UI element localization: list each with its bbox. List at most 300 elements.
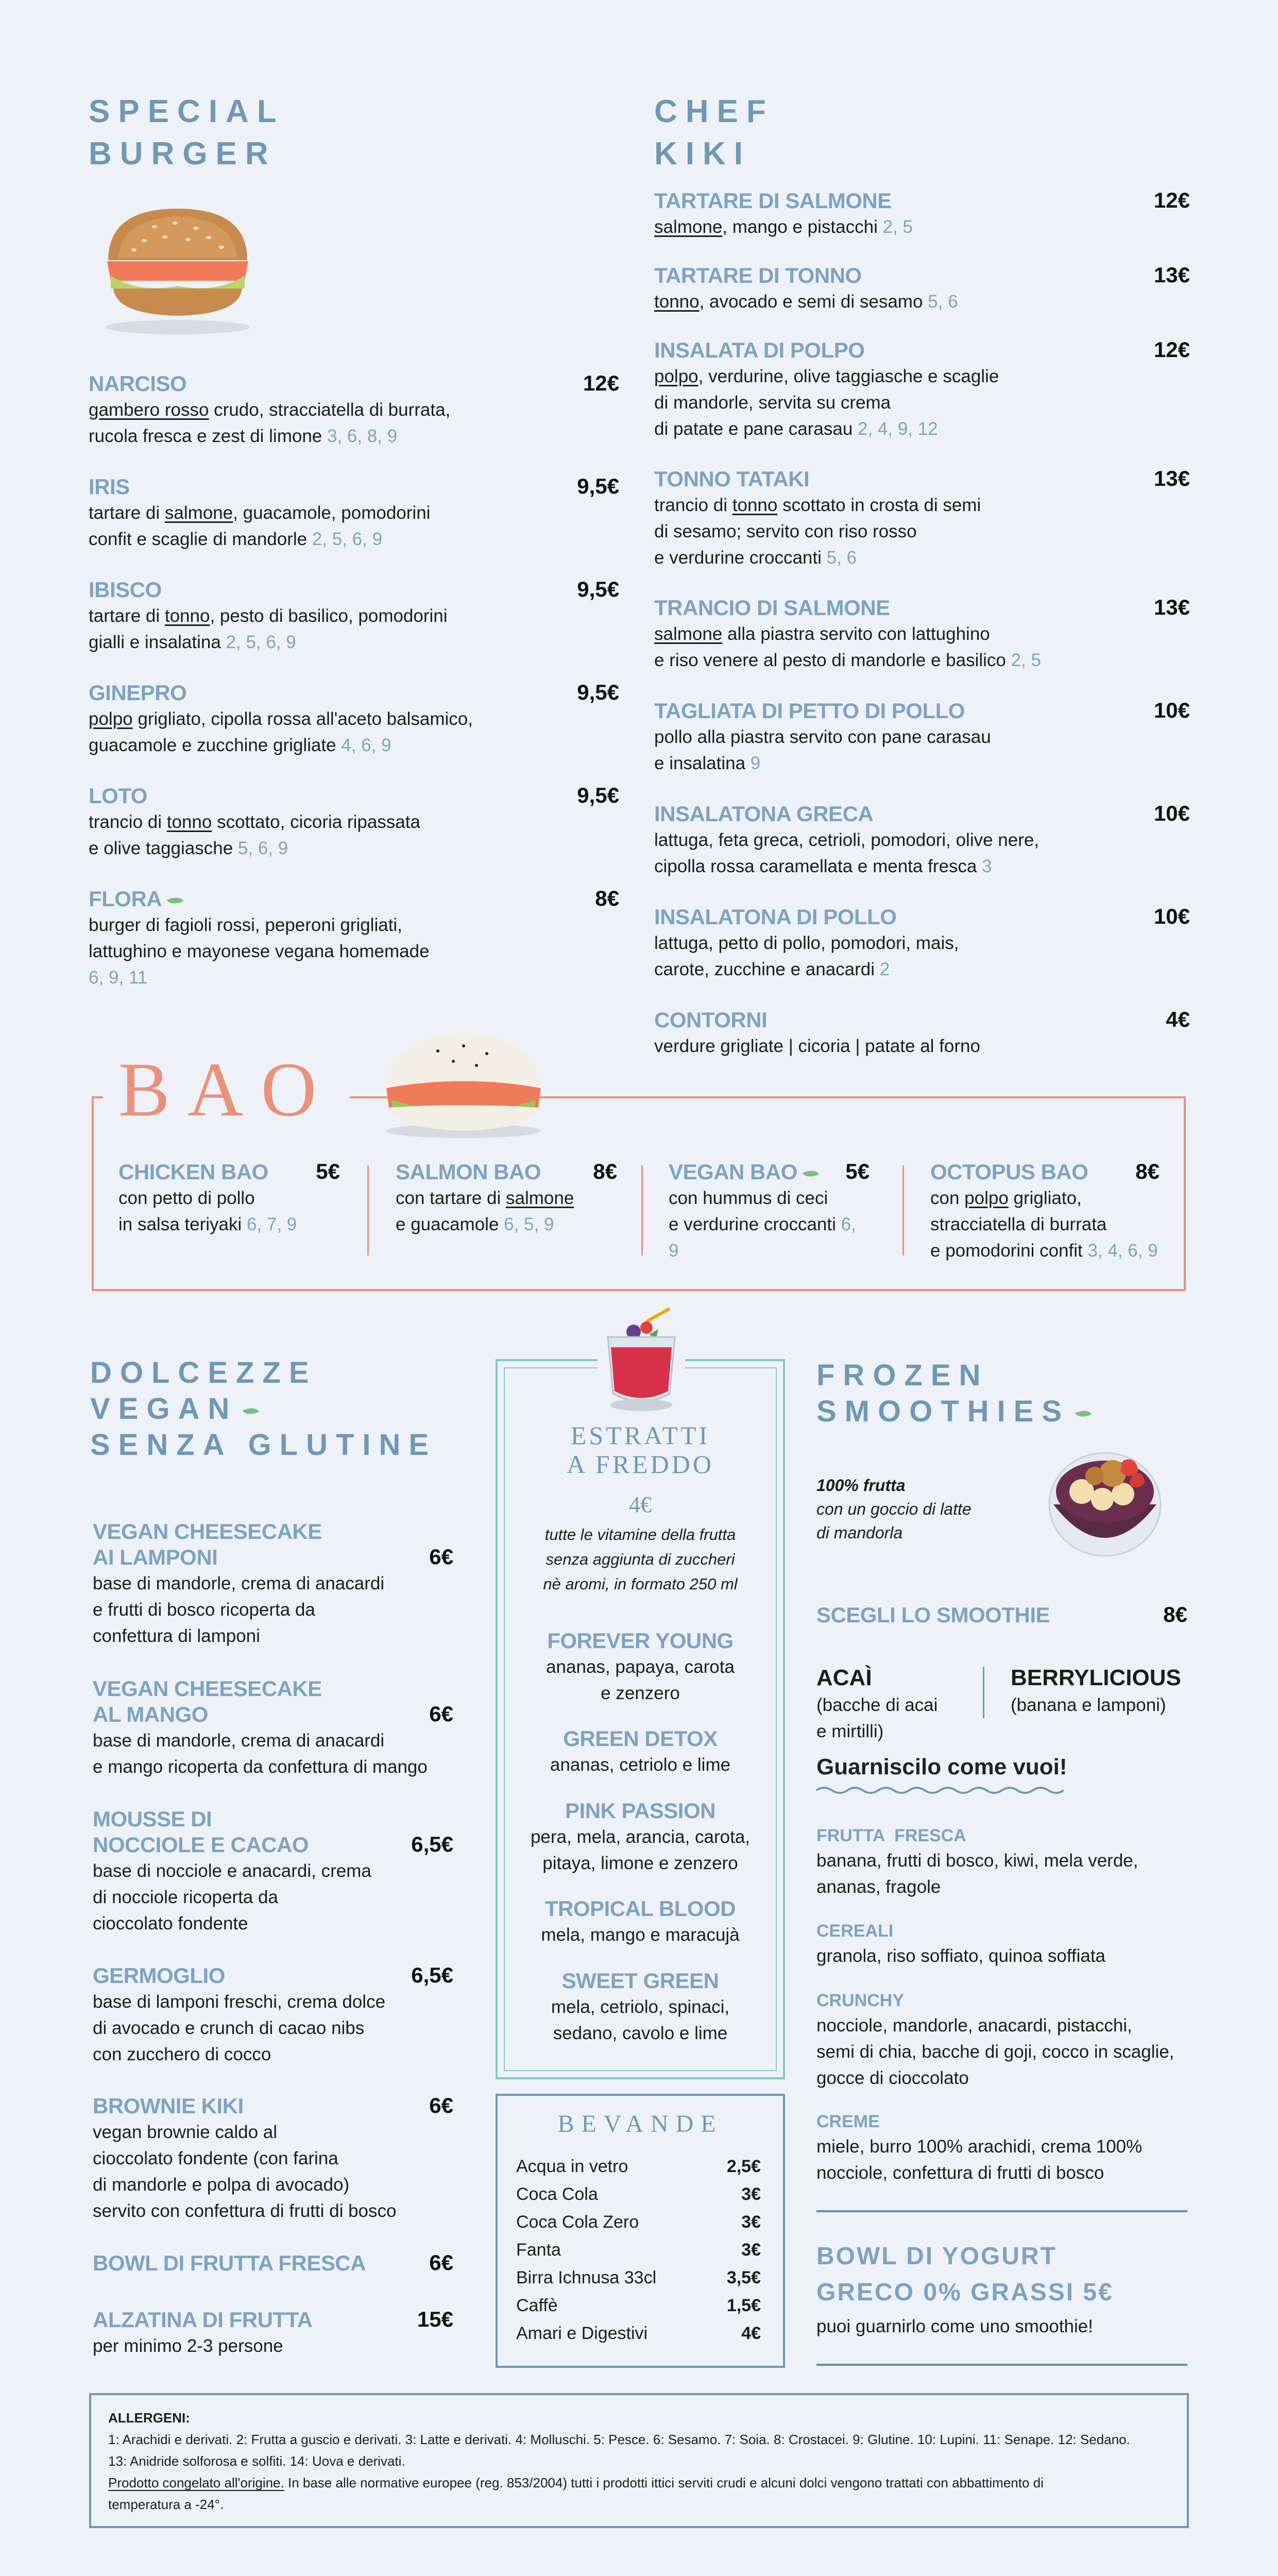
item-name: SALMON BAO xyxy=(396,1160,541,1184)
title-line: CHEF xyxy=(654,94,774,129)
menu-item xyxy=(89,886,619,991)
item-desc xyxy=(654,853,1190,879)
item-desc: mela, mango e maracujà xyxy=(541,1925,740,1945)
desc-text: alla piastra servito con lattughino xyxy=(722,624,990,644)
item-desc: con zucchero di cocco xyxy=(93,2044,271,2064)
drink-name: Amari e Digestivi xyxy=(516,2324,648,2343)
menu-item xyxy=(89,680,619,758)
drink-row xyxy=(516,2180,761,2208)
drink-name: Birra Ichnusa 33cl xyxy=(516,2268,657,2287)
note-line: tutte le vitamine della frutta xyxy=(544,1526,736,1544)
topping-desc: nocciole, confettura di frutti di bosco xyxy=(816,2163,1104,2183)
item-name: INSALATONA DI POLLO xyxy=(654,905,897,929)
desc-text: scottato, cicoria ripassata xyxy=(212,812,420,832)
desc-text: grigliato, xyxy=(1008,1188,1082,1208)
smoothie-price: 8€ xyxy=(1163,1602,1187,1626)
item-price: 12€ xyxy=(583,371,619,395)
divider xyxy=(902,1165,904,1256)
estratti-price: 4€ xyxy=(629,1492,652,1517)
drink-row xyxy=(516,2292,761,2319)
option-desc: (bacche di acai xyxy=(816,1695,938,1715)
item-name: ALZATINA DI FRUTTA xyxy=(93,2308,313,2332)
item-desc xyxy=(89,809,619,835)
item-desc: base di mandorle, crema di anacardi xyxy=(93,1731,385,1751)
item-price: 9,5€ xyxy=(577,680,619,704)
desc-text: di patate e pane carasau xyxy=(654,419,858,439)
desc-text: , avocado e semi di sesamo xyxy=(699,292,928,312)
item-price: 13€ xyxy=(1153,595,1190,619)
menu-item xyxy=(93,1963,453,2067)
item-desc: di mandorle, servita su crema xyxy=(654,393,891,413)
title-line: BOWL DI YOGURT xyxy=(816,2243,1057,2270)
title-line xyxy=(816,1394,1090,1430)
menu-item xyxy=(93,1676,453,1780)
item-desc: burger di fagioli rossi, peperoni grigliati, xyxy=(89,915,402,935)
allergen-codes: 2 xyxy=(879,959,890,979)
item-name: CONTORNI xyxy=(654,1008,768,1032)
item-price: 10€ xyxy=(1153,904,1190,928)
drink-price: 3,5€ xyxy=(726,2268,761,2287)
divider xyxy=(816,2210,1187,2212)
juice-item xyxy=(504,1968,777,2046)
item-name: LOTO xyxy=(89,784,147,808)
desc-text: tartare di xyxy=(89,503,165,523)
item-desc: ananas, cetriolo e lime xyxy=(550,1755,731,1775)
underlined-ingredient: tonno xyxy=(164,606,210,626)
item-price: 6€ xyxy=(429,1702,453,1726)
item-desc xyxy=(669,1211,870,1264)
allergen-codes: 4, 6, 9 xyxy=(341,735,391,755)
item-name: SWEET GREEN xyxy=(561,1969,719,1993)
item-desc: e frutti di bosco ricoperta da xyxy=(93,1600,315,1620)
menu-item xyxy=(89,577,619,655)
allergen-codes: 6, 7, 9 xyxy=(246,1214,297,1234)
drink-row xyxy=(516,2153,761,2180)
item-name: OCTOPUS BAO xyxy=(930,1160,1088,1184)
menu-item xyxy=(89,474,619,552)
item-desc: base di mandorle, crema di anacardi xyxy=(93,1573,385,1594)
item-name: TONNO TATAKI xyxy=(654,467,810,491)
item-desc: lattughino e mayonese vegana homemade xyxy=(89,941,430,961)
item-desc: con petto di pollo xyxy=(118,1188,255,1208)
title-line: SENZA GLUTINE xyxy=(90,1428,437,1462)
allergeni-line-text: In base alle normative europee (reg. 853/2004) tutti i prodotti ittici serviti crudi e alcuni dolci vengono trattati con abbattimento di xyxy=(284,2475,1044,2490)
drink-row xyxy=(516,2236,761,2264)
item-desc: per minimo 2-3 persone xyxy=(93,2336,283,2356)
drink-name: Fanta xyxy=(516,2240,561,2260)
item-price: 9,5€ xyxy=(577,577,619,601)
item-desc: stracciatella di burrata xyxy=(930,1214,1107,1234)
item-price: 15€ xyxy=(417,2307,453,2331)
menu-item xyxy=(654,188,1190,240)
title-line: ESTRATTI xyxy=(570,1421,710,1450)
note-line: nè aromi, in formato 250 ml xyxy=(543,1575,738,1593)
item-price: 6€ xyxy=(429,2093,453,2117)
divider xyxy=(816,2364,1187,2366)
yogurt-bowl-desc: puoi guarnirlo come uno smoothie! xyxy=(816,2316,1093,2336)
item-desc xyxy=(654,956,1190,982)
item-price: 6,5€ xyxy=(411,1963,453,1987)
drink-price: 4€ xyxy=(741,2324,761,2343)
item-name: IRIS xyxy=(89,474,130,499)
vegan-leaf-icon xyxy=(1075,1407,1092,1420)
item-desc xyxy=(89,603,619,629)
topping-desc: banana, frutti di bosco, kiwi, mela verde, xyxy=(816,1851,1138,1871)
item-desc: vegan brownie caldo al xyxy=(93,2122,278,2142)
underlined-ingredient: polpo xyxy=(89,709,133,729)
item-price: 8€ xyxy=(1135,1159,1160,1183)
estratti-note xyxy=(504,1522,777,1597)
item-name: TARTARE DI TONNO xyxy=(654,263,862,287)
item-desc xyxy=(89,500,619,526)
chef-kiki-title xyxy=(654,91,774,175)
bao-item xyxy=(930,1159,1160,1264)
underlined-ingredient: gambero rosso xyxy=(89,400,209,420)
item-desc: di nocciole ricoperta da xyxy=(93,1887,278,1907)
topping-desc: granola, riso soffiato, quinoa soffiata xyxy=(816,1946,1106,1966)
estratti-title xyxy=(504,1421,777,1479)
menu-item xyxy=(654,337,1190,442)
allergeni-line: temperatura a -24°. xyxy=(108,2497,224,2512)
item-price: 10€ xyxy=(1153,698,1190,722)
item-name: INSALATONA GRECA xyxy=(654,802,874,826)
item-price: 5€ xyxy=(316,1159,340,1183)
menu-item xyxy=(654,263,1190,315)
item-price: 4€ xyxy=(1166,1007,1190,1031)
intro-line: con un goccio di latte xyxy=(816,1500,972,1518)
allergeni-line xyxy=(108,2472,1174,2494)
allergen-codes: 3, 4, 6, 9 xyxy=(1087,1241,1158,1261)
item-desc xyxy=(89,835,619,861)
item-desc xyxy=(118,1211,340,1238)
drink-name: Coca Cola Zero xyxy=(516,2212,639,2232)
juice-item xyxy=(504,1798,777,1876)
bao-item xyxy=(669,1159,870,1264)
title-line-text: SMOOTHIES xyxy=(816,1395,1070,1428)
yogurt-bowl-title xyxy=(816,2239,1114,2311)
item-desc xyxy=(930,1238,1160,1264)
option-desc: (banana e lamponi) xyxy=(1011,1695,1166,1715)
underlined-ingredient: tonno xyxy=(732,495,778,515)
bao-title: BAO xyxy=(103,1046,350,1133)
allergen-codes: 9 xyxy=(750,753,761,773)
item-desc: ananas, papaya, carota xyxy=(546,1657,735,1677)
underlined-note: Prodotto congelato all'origine. xyxy=(108,2475,284,2490)
desc-text: con xyxy=(930,1188,965,1208)
desc-text: in salsa teriyaki xyxy=(118,1214,247,1234)
menu-item xyxy=(654,1007,1190,1059)
item-desc xyxy=(89,706,619,732)
item-name xyxy=(89,886,619,912)
item-price: 13€ xyxy=(1153,263,1190,287)
allergen-codes: 2, 5 xyxy=(1011,650,1041,670)
topping-desc: gocce di cioccolato xyxy=(816,2068,969,2088)
menu-item xyxy=(93,2307,453,2359)
desc-text: grigliato, cipolla rossa all'aceto balsamico, xyxy=(132,709,473,729)
desc-text: e riso venere al pesto di mandorle e basilico xyxy=(654,650,1011,670)
juice-item xyxy=(504,1628,777,1706)
item-name: TRANCIO DI SALMONE xyxy=(654,596,890,620)
dolcezze-title xyxy=(90,1355,437,1463)
desc-text: con tartare di xyxy=(396,1188,506,1208)
topping-name: CEREALI xyxy=(816,1921,894,1941)
item-desc: di mandorle e polpa di avocado) xyxy=(93,2175,350,2195)
menu-item xyxy=(654,904,1190,982)
item-desc xyxy=(396,1185,617,1211)
topping-desc: ananas, fragole xyxy=(816,1877,941,1897)
item-desc xyxy=(89,397,619,423)
item-name: CHICKEN BAO xyxy=(118,1160,268,1184)
item-name: MOUSSE DI xyxy=(93,1807,212,1831)
divider xyxy=(641,1165,643,1256)
desc-text: tartare di xyxy=(89,606,165,626)
item-price: 13€ xyxy=(1153,466,1190,490)
item-desc: cioccolato fondente (con farina xyxy=(93,2148,338,2168)
item-desc: verdure grigliate | cicoria | patate al forno xyxy=(654,1036,980,1056)
menu-item xyxy=(89,371,619,449)
allergen-codes: 3, 6, 8, 9 xyxy=(327,426,398,446)
juice-item xyxy=(504,1726,777,1778)
item-name: AL MANGO xyxy=(93,1702,208,1726)
allergeni-line: 1: Arachidi e derivati. 2: Frutta a guscio e derivati. 3: Latte e derivati. 4: Molluschi. 5: Pesce. 6: Sesamo. 7: Soia. 8: Crostacei. 9: Glutine. 10: Lupini. 11: Senape. 12: Sedano. xyxy=(108,2432,1130,2447)
menu-item xyxy=(89,783,619,861)
item-price: 6€ xyxy=(429,1545,453,1569)
desc-text: cipolla rossa caramellata e menta fresca xyxy=(654,856,982,876)
option-desc: e mirtilli) xyxy=(816,1721,884,1741)
drink-price: 1,5€ xyxy=(726,2296,761,2315)
drink-name: Acqua in vetro xyxy=(516,2157,628,2176)
desc-text: trancio di xyxy=(654,495,732,515)
item-name: AI LAMPONI xyxy=(93,1545,218,1569)
smoothie-option xyxy=(1011,1664,1196,1718)
item-price: 8€ xyxy=(595,886,619,910)
item-name: TARTARE DI SALMONE xyxy=(654,189,892,213)
desc-text: gialli e insalatina xyxy=(89,632,226,652)
item-name-text: VEGAN BAO xyxy=(669,1160,797,1184)
smoothies-title xyxy=(816,1358,1090,1430)
underlined-ingredient: polpo xyxy=(654,366,698,386)
item-name: TAGLIATA DI PETTO DI POLLO xyxy=(654,699,965,723)
item-desc: base di lamponi freschi, crema dolce xyxy=(93,1992,386,2012)
smoothie-bowl-image xyxy=(1046,1443,1164,1561)
item-name: VEGAN CHEESECAKE xyxy=(93,1676,322,1701)
title-line: GRECO 0% GRASSI 5€ xyxy=(816,2279,1114,2306)
desc-text: guacamole e zucchine grigliate xyxy=(89,735,342,755)
smoothie-option xyxy=(816,1664,986,1744)
underlined-ingredient: salmone xyxy=(654,217,723,237)
allergen-codes: 3 xyxy=(982,856,992,876)
underlined-ingredient: salmone xyxy=(654,624,723,644)
menu-item xyxy=(654,698,1190,776)
item-desc: base di nocciole e anacardi, crema xyxy=(93,1861,371,1881)
item-desc xyxy=(654,492,1190,518)
item-name: PINK PASSION xyxy=(565,1799,715,1823)
intro-line: 100% frutta xyxy=(816,1476,906,1495)
title-line: BURGER xyxy=(89,136,277,172)
item-desc xyxy=(654,750,1190,776)
desc-text: crudo, stracciatella di burrata, xyxy=(209,400,451,420)
item-desc: cioccolato fondente xyxy=(93,1913,248,1934)
intro-line: di mandorla xyxy=(816,1523,903,1542)
menu-item xyxy=(93,1806,453,1937)
allergen-codes: 6, 9 xyxy=(669,1214,856,1261)
title-line: DOLCEZZE xyxy=(90,1356,317,1389)
scegli-label: SCEGLI LO SMOOTHIE xyxy=(816,1603,1050,1627)
topping-desc: miele, burro 100% arachidi, crema 100% xyxy=(816,2137,1143,2157)
note-line: senza aggiunta di zuccheri xyxy=(546,1550,735,1568)
underlined-ingredient: tonno xyxy=(166,812,212,832)
drink-row xyxy=(516,2208,761,2236)
topping-name: CRUNCHY xyxy=(816,1991,904,2010)
topping-group xyxy=(816,1919,1105,1969)
item-desc: di avocado e crunch di cacao nibs xyxy=(93,2018,365,2038)
item-name-text: FLORA xyxy=(89,887,162,911)
desc-text: confit e scaglie di mandorle xyxy=(89,529,312,549)
drink-price: 3€ xyxy=(741,2184,761,2204)
desc-text: e insalatina xyxy=(654,753,751,773)
desc-text: e verdurine croccanti xyxy=(654,548,827,568)
item-name: GERMOGLIO xyxy=(93,1963,225,1988)
item-name: VEGAN CHEESECAKE xyxy=(93,1519,322,1544)
allergen-codes: 6, 9, 11 xyxy=(89,968,148,988)
option-name: ACAÌ xyxy=(816,1665,872,1690)
juice-item xyxy=(504,1896,777,1948)
topping-name: CREME xyxy=(816,2112,880,2131)
desc-text: e pomodorini confit xyxy=(930,1241,1088,1261)
allergeni-line: 13: Anidride solforosa e solfiti. 14: Uova e derivati. xyxy=(108,2453,405,2469)
special-burger-title xyxy=(89,91,285,175)
item-desc xyxy=(396,1211,617,1238)
item-desc: con hummus di ceci xyxy=(669,1188,828,1208)
item-price: 5€ xyxy=(845,1159,870,1183)
item-price: 6€ xyxy=(429,2250,453,2275)
vegan-leaf-icon xyxy=(803,1167,819,1180)
drink-row xyxy=(516,2319,761,2347)
underlined-ingredient: salmone xyxy=(164,503,233,523)
item-name: GREEN DETOX xyxy=(563,1726,718,1751)
smoothies-intro xyxy=(816,1473,972,1545)
item-price: 9,5€ xyxy=(577,474,619,498)
item-desc: pitaya, limone e zenzero xyxy=(542,1853,738,1873)
item-desc xyxy=(89,526,619,552)
desc-text: scottato in crosta di semi xyxy=(777,495,981,515)
desc-text: carote, zucchine e anacardi xyxy=(654,959,880,979)
item-name: GINEPRO xyxy=(89,681,187,705)
item-desc xyxy=(654,647,1190,673)
menu-item xyxy=(93,2093,453,2224)
menu-item xyxy=(93,1519,453,1649)
desc-text: rucola fresca e zest di limone xyxy=(89,426,327,446)
bevande-title: BEVANDE xyxy=(557,2110,723,2138)
drink-row xyxy=(516,2264,761,2292)
title-line: FROZEN xyxy=(816,1359,989,1392)
item-desc: pollo alla piastra servito con pane carasau xyxy=(654,727,991,747)
allergen-codes: 6, 5, 9 xyxy=(504,1214,554,1234)
item-price: 9,5€ xyxy=(577,783,619,807)
juice-glass-image xyxy=(598,1306,685,1419)
menu-item xyxy=(654,466,1190,571)
scegli-row xyxy=(816,1602,1187,1628)
item-desc xyxy=(654,214,1190,240)
bao-item xyxy=(118,1159,340,1238)
title-line: SPECIAL xyxy=(89,94,285,129)
desc-text: e verdurine croccanti xyxy=(669,1214,841,1234)
allergeni-title: ALLERGENI: xyxy=(108,2410,190,2426)
allergeni-text xyxy=(108,2407,1174,2515)
item-price: 8€ xyxy=(593,1159,617,1183)
menu-item xyxy=(654,595,1190,673)
desc-text: , mango e pistacchi xyxy=(722,217,883,237)
item-desc xyxy=(654,289,1190,315)
allergen-codes: 2, 4, 9, 12 xyxy=(858,419,938,439)
item-name: TROPICAL BLOOD xyxy=(544,1896,736,1921)
menu-item xyxy=(654,801,1190,879)
item-desc xyxy=(89,732,619,758)
item-desc xyxy=(654,363,1190,389)
allergen-codes: 5, 6 xyxy=(826,548,857,568)
title-line: KIKI xyxy=(654,136,751,172)
item-name: NOCCIOLE E CACAO xyxy=(93,1833,309,1857)
item-desc xyxy=(654,545,1190,571)
item-name xyxy=(669,1159,870,1185)
underlined-ingredient: tonno xyxy=(654,292,700,312)
underlined-ingredient: salmone xyxy=(506,1188,574,1208)
item-desc: lattuga, petto di pollo, pomodori, mais, xyxy=(654,933,959,953)
item-desc: e zenzero xyxy=(601,1683,680,1703)
topping-group xyxy=(816,1824,1138,1900)
desc-text: e guacamole xyxy=(396,1214,504,1234)
item-name: FOREVER YOUNG xyxy=(547,1629,734,1653)
item-name: IBISCO xyxy=(89,578,162,602)
item-name: BOWL DI FRUTTA FRESCA xyxy=(93,2251,366,2275)
allergen-codes: 5, 6 xyxy=(928,292,958,312)
item-desc: pera, mela, arancia, carota, xyxy=(530,1827,751,1847)
item-name: BROWNIE KIKI xyxy=(93,2094,244,2118)
drink-price: 2,5€ xyxy=(726,2157,761,2176)
desc-text: , pesto di basilico, pomodorini xyxy=(210,606,448,626)
allergen-codes: 2, 5 xyxy=(882,217,913,237)
drink-price: 3€ xyxy=(741,2212,761,2232)
item-desc: confettura di lamponi xyxy=(93,1626,260,1646)
desc-text: , verdurine, olive taggiasche e scaglie xyxy=(698,366,999,386)
desc-text: e olive taggiasche xyxy=(89,838,238,858)
vegan-leaf-icon xyxy=(167,894,183,907)
burger-image xyxy=(98,204,258,337)
topping-group xyxy=(816,2110,1142,2186)
item-desc: servito con confettura di frutti di bosco xyxy=(93,2201,397,2221)
item-desc: e mango ricoperta da confettura di mango xyxy=(93,1757,428,1777)
allergen-codes: 5, 6, 9 xyxy=(237,838,288,858)
allergen-codes: 2, 5, 6, 9 xyxy=(226,632,296,652)
desc-text: trancio di xyxy=(89,812,167,832)
item-price: 12€ xyxy=(1153,337,1190,362)
topping-group xyxy=(816,1989,1174,2091)
item-desc xyxy=(654,416,1190,442)
bevande-list xyxy=(516,2153,761,2347)
menu-item xyxy=(93,2250,453,2276)
item-price: 10€ xyxy=(1153,801,1190,825)
bao-item xyxy=(396,1159,617,1238)
divider xyxy=(983,1667,984,1718)
item-desc: mela, cetriolo, spinaci, xyxy=(551,1997,730,2017)
item-name: INSALATA DI POLPO xyxy=(654,338,865,362)
topping-name: FRUTTA FRESCA xyxy=(816,1826,966,1845)
item-desc xyxy=(930,1185,1160,1211)
option-name: BERRYLICIOUS xyxy=(1011,1665,1181,1690)
item-desc: sedano, cavolo e lime xyxy=(553,2023,728,2043)
item-desc: lattuga, feta greca, cetrioli, pomodori, olive nere, xyxy=(654,830,1040,850)
allergen-codes: 2, 5, 6, 9 xyxy=(312,529,383,549)
